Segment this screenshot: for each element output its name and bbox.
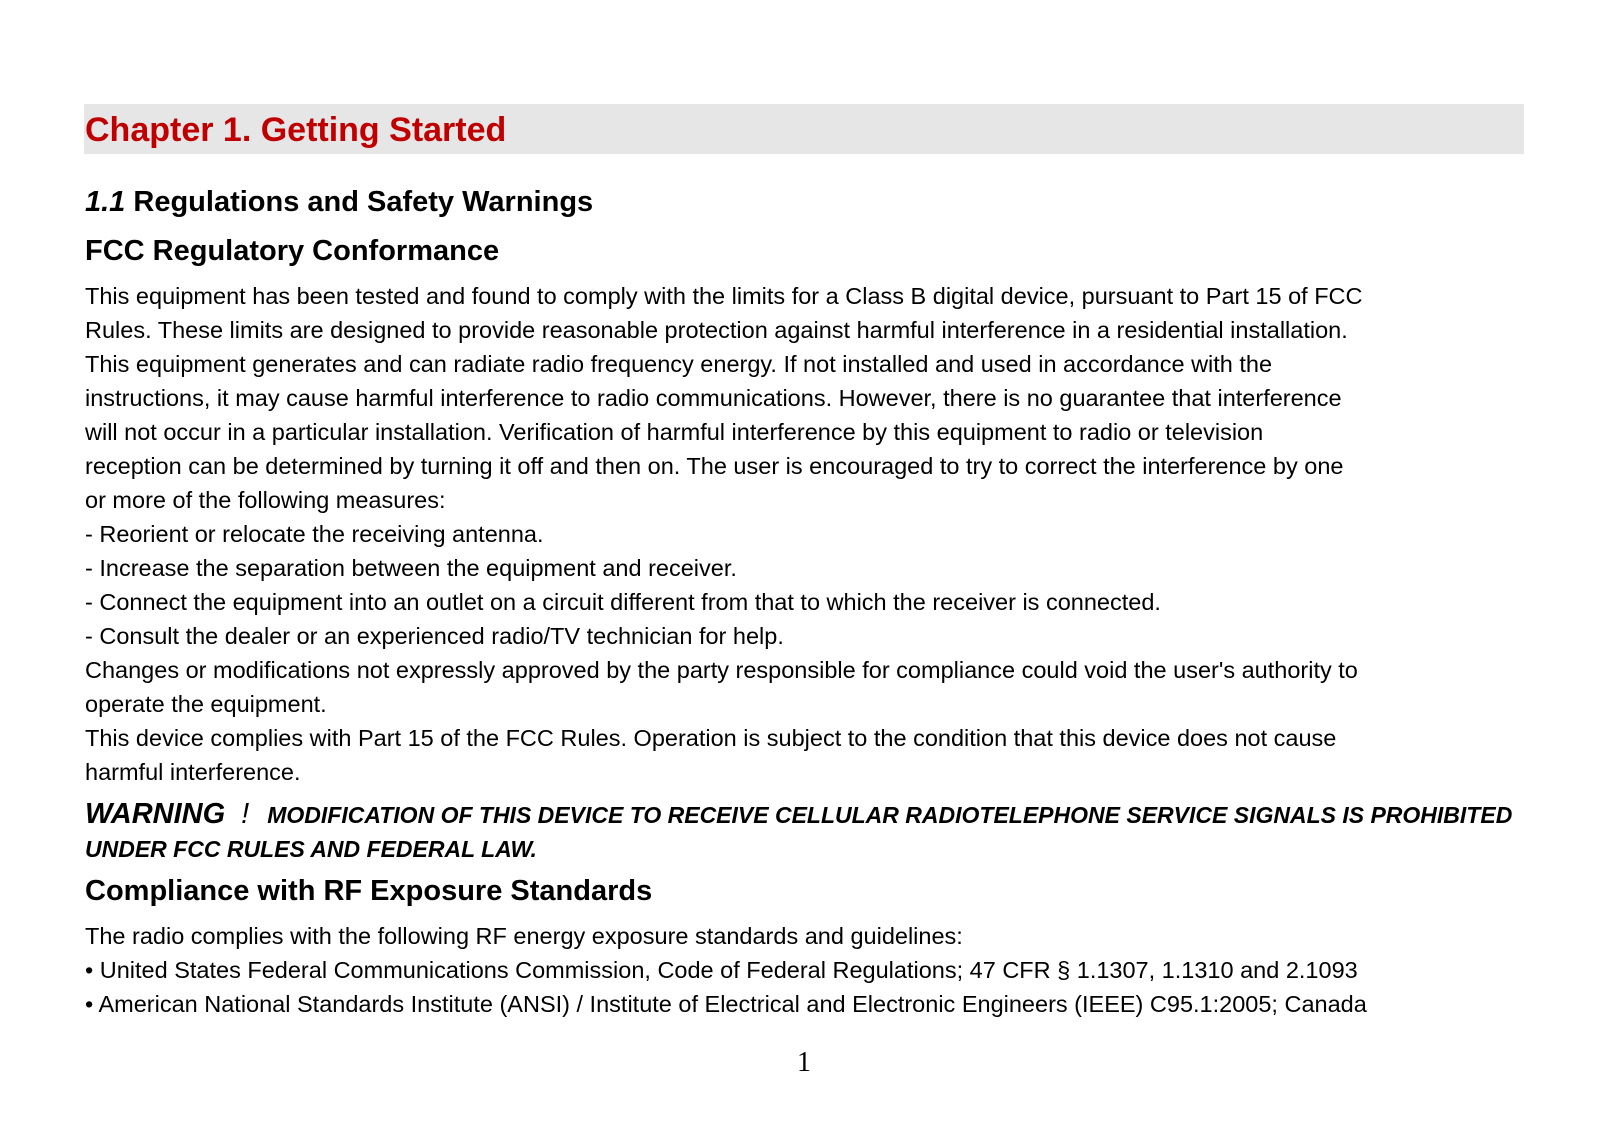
section-title-text: Regulations and Safety Warnings bbox=[133, 186, 594, 218]
warning-line-1 bbox=[85, 797, 1525, 832]
section-title bbox=[85, 184, 593, 220]
fcc-warning bbox=[85, 797, 1525, 866]
fcc-measure-item: - Increase the separation between the equipment and receiver. bbox=[85, 555, 737, 581]
fcc-line: reception can be determined by turning it off and then on. The user is encouraged to try to correct the interference by one bbox=[85, 453, 1344, 479]
rf-list-item: • American National Standards Institute (ANSI) / Institute of Electrical and Electronic Engineers (IEEE) C95.1:2005; Canada bbox=[85, 991, 1367, 1017]
fcc-line: Changes or modifications not expressly approved by the party responsible for compliance could void the user's authority to bbox=[85, 657, 1358, 683]
rf-line: The radio complies with the following RF energy exposure standards and guidelines: bbox=[85, 923, 963, 949]
fcc-measure-item: - Reorient or relocate the receiving antenna. bbox=[85, 521, 544, 547]
rf-heading: Compliance with RF Exposure Standards bbox=[85, 875, 653, 907]
fcc-line: instructions, it may cause harmful interference to radio communications. However, there is no guarantee that interference bbox=[85, 385, 1342, 411]
warning-text-1: MODIFICATION OF THIS DEVICE TO RECEIVE CELLULAR RADIOTELEPHONE SERVICE SIGNALS IS PROHIBITED bbox=[267, 802, 1513, 828]
fcc-line: This equipment generates and can radiate radio frequency energy. If not installed and used in accordance with the bbox=[85, 351, 1273, 377]
chapter-title: Chapter 1. Getting Started bbox=[85, 111, 507, 149]
fcc-measure-item: - Connect the equipment into an outlet on a circuit different from that to which the receiver is connected. bbox=[85, 589, 1161, 615]
page-number: 1 bbox=[797, 1047, 811, 1078]
fcc-line: This equipment has been tested and found to comply with the limits for a Class B digital device, pursuant to Part 15 of FCC bbox=[85, 283, 1363, 309]
rf-list-item: • United States Federal Communications Commission, Code of Federal Regulations; 47 CFR § 1.1307, 1.1310 and 2.1093 bbox=[85, 957, 1358, 983]
fcc-line: operate the equipment. bbox=[85, 691, 327, 717]
section-number: 1.1 bbox=[85, 186, 126, 218]
fcc-heading: FCC Regulatory Conformance bbox=[85, 235, 500, 267]
fcc-measure-item: - Consult the dealer or an experienced radio/TV technician for help. bbox=[85, 623, 784, 649]
fcc-line: This device complies with Part 15 of the FCC Rules. Operation is subject to the condition that this device does not cause bbox=[85, 725, 1337, 751]
fcc-line: harmful interference. bbox=[85, 759, 301, 785]
fcc-body bbox=[85, 279, 1525, 789]
warning-label: WARNING bbox=[85, 798, 226, 830]
fcc-line: Rules. These limits are designed to provide reasonable protection against harmful interference in a residential installation. bbox=[85, 317, 1348, 343]
rf-body bbox=[85, 919, 1525, 1021]
document-page bbox=[84, 0, 1524, 1122]
warning-text-2: UNDER FCC RULES AND FEDERAL LAW. bbox=[85, 836, 537, 862]
warning-exclamation-icon: ! bbox=[241, 798, 250, 830]
fcc-line: or more of the following measures: bbox=[85, 487, 446, 513]
fcc-line: will not occur in a particular installation. Verification of harmful interference by this equipment to radio or television bbox=[85, 419, 1264, 445]
